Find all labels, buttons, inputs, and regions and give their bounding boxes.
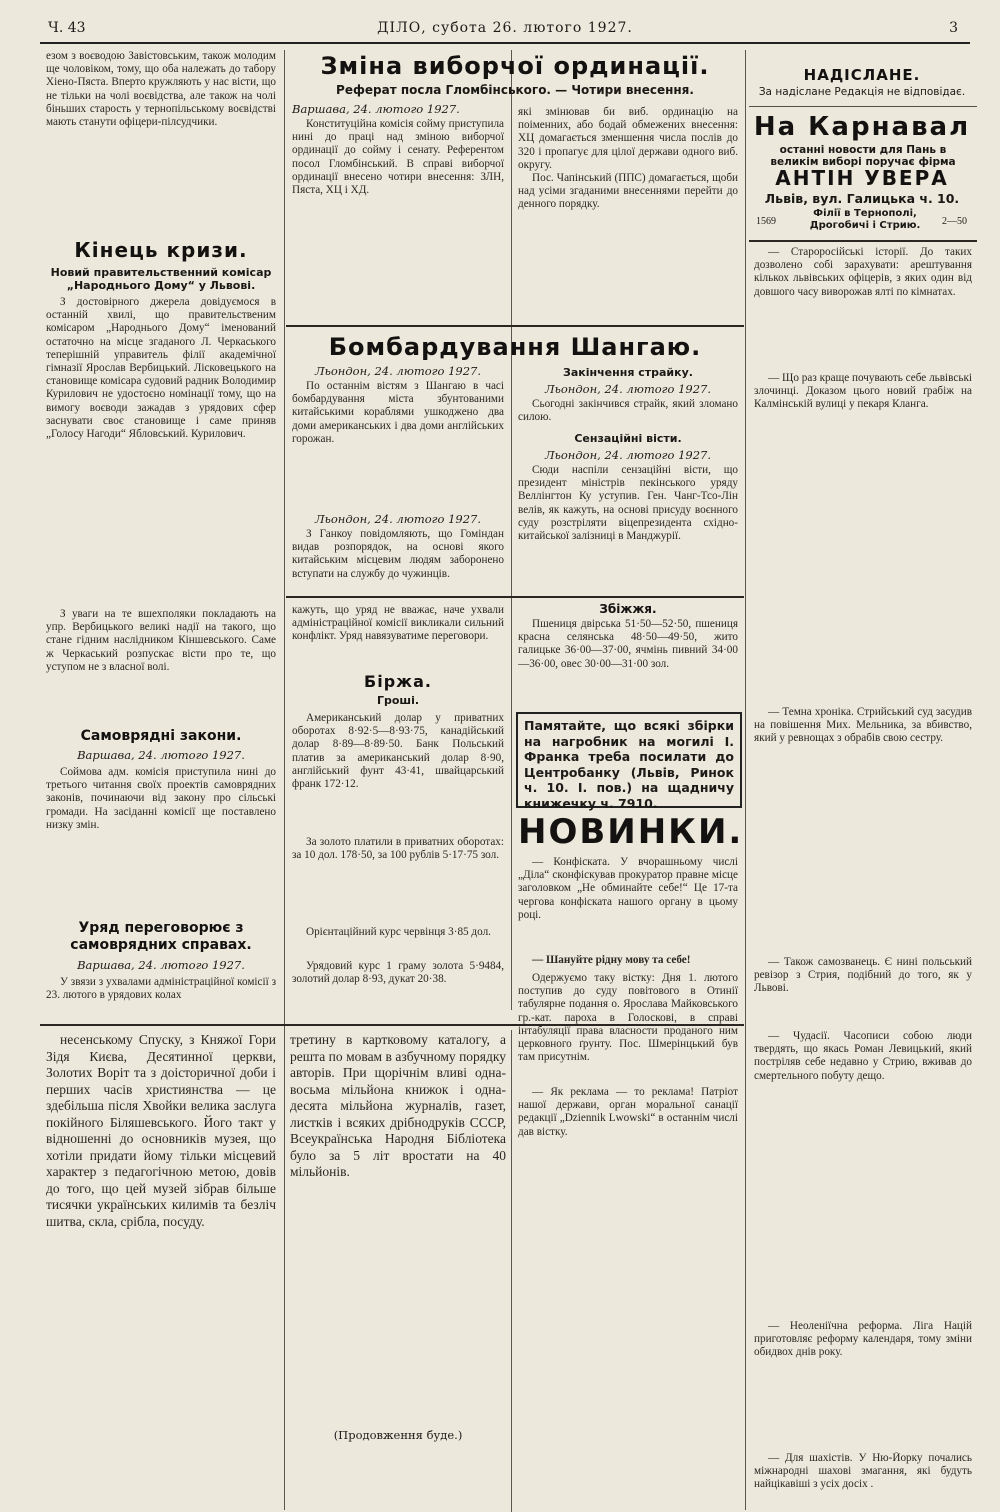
dateline: Льондон, 24. лютого 1927. <box>315 364 481 378</box>
page-number: 3 <box>949 20 958 36</box>
article-text: З Ганкоу повідомляють, що Гоміндан видав розпорядок, на основі якого китайським місцевим людям заборонено вступати на службу до чужинців. <box>292 528 504 580</box>
headline-senzatsiini-visty: Сензаційні вісти. <box>574 432 682 445</box>
article-body <box>292 712 504 832</box>
subheadline: Реферат посла Гломбінського. — Чотири внесення. <box>336 83 694 97</box>
article-text: несенському Спуску, з Княжої Гори Зідя Києва, Десятинної церкви, Золотих Воріт та з доісторичної доби і перших часів християнства — це здебільша після Хвойки велика заслуга покійного Біляшевського. Його такт у відношенні до основників музея, що хотіли придати йому тільки місцевий характер з педагогічною метою, довів до того, що цей музей зібрав більше тисячки українських килимів та безліч шитва, скла, срібла, посуду. <box>46 1032 276 1229</box>
article-text: З достовірного джерела довідуємося в останній хвилі, що правительственим комісаром „Народнього Дому“ іменований остаточно на місце згаданого Л. Черкаського теперішній управитель філії академічної гімназії Ярослав Вербицький. Лісковецького на становище комісара судовий радник Володимир Курилович не удостоєно номінації тому, що на вимогу воєводи зажадав з урядових сфер заснувати своє становище і саме приняв „Голосу Нагоди“ Ябловський. Курилович. <box>46 296 276 441</box>
column-rule <box>745 50 746 1510</box>
headline-zmina-vyborchoi-ordynatsii: Зміна виборчої ординації. <box>320 52 710 80</box>
section-rule <box>286 596 744 598</box>
article-body <box>754 706 972 954</box>
ad-address: Львів, вул. Галицька ч. 10. <box>764 191 960 206</box>
article-text: Одержуємо таку вістку: Дня 1. лютого поступив до суду повітового в Отинії табулярне подання о. Ярослава Майковського гр.-кат. пароха в Голосковi, в справі інтабуляції права власности проданого ним церковного ґрунту. Пос. Шмерінцький був там присутнім. <box>518 972 738 1064</box>
article-text: езом з воєводою Завістовським, також молодим ще чоловіком, тому, що оба належать до табору Хіено-Пяста. Вперто кружляють у нас вісти, що не тільки на чолі воєвідства, але також на чолі біньших старость у тернопільському воєвідстві мають станути офіцери-пілсудчики. <box>46 50 276 129</box>
article-text: — Як реклама — то реклама! Патріот нашої держави, орган моральної санації редакції „Dziennik Lwowski“ в останнім числі дав вістку. <box>518 1086 738 1138</box>
article-text: За золото платили в приватних оборотах: за 10 дол. 178·50, за 100 рублів 5·17·75 зол. <box>292 836 504 862</box>
article-text: Сьогодні закінчився страйк, який зломано силою. <box>518 398 738 424</box>
library-article-continued <box>290 1032 506 1422</box>
to-be-continued: (Продовження буде.) <box>333 1428 463 1442</box>
ad-branches: Філії в Тернополі, Дрогобичі і Стрию. <box>809 208 921 231</box>
article-text: Сюди наспіли сензаційні вісти, що президент міністрів пекінського уряду Веллінгтон Ку уступив. Ген. Чанг-Тсо-Лін велів, як кажуть, на основі присуду воєнного суду розстріляти віцепрезидента східно-китайської залізниці в Манджурії. <box>518 464 738 543</box>
article-text: З уваги на те вшехполяки покладають на упр. Вербицького великі надії на такого, що стане гідним наслідником Кіншевського. Саме ж Черкаський розпускає вісти про те, що уступом не з власної волі. <box>46 608 276 673</box>
headline-birzha: Біржа. <box>364 672 432 691</box>
headline-nadislane: НАДІСЛАНЕ. <box>803 66 921 84</box>
dateline: Льондон, 24. лютого 1927. <box>545 448 711 462</box>
article-body <box>754 246 972 368</box>
article-body <box>292 118 504 320</box>
headline-uriad-perehovoriuie: Уряд переговорює з самоврядних справах. <box>70 920 252 953</box>
article-text: — Для шахістів. У Ню-Йорку почались міжнародні шахові змагання, які будуть найцікавіші з усіх досіх . <box>754 1452 972 1491</box>
article-body <box>46 766 276 908</box>
franko-notice-box <box>516 712 742 811</box>
nadislane-disclaimer: За надіслане Редакція не відповідає. <box>758 86 966 98</box>
section-rule <box>286 325 744 327</box>
article-body <box>292 960 504 1018</box>
article-body <box>292 380 504 508</box>
article-body <box>46 976 276 1020</box>
article-text: Американський долар у приватних оборотах 8·92·5—8·93·75, канадійський долар 8·89—8·89·50. Банк Польський платив за американський долар 8·90, англійський фунт 43·41, швайцарський франк 172·12. <box>292 712 504 791</box>
article-body <box>518 1086 738 1502</box>
article-text: — Темна хроніка. Стрийський суд засудив на повішення Мих. Мельника, за вбивство, який у ревнощах з обрабів свою сестру. <box>754 706 972 745</box>
headline-kinets-kryzy: Кінець кризи. <box>74 238 248 262</box>
ad-firm-name: АНТІН УВЕРА <box>775 166 949 190</box>
article-body <box>292 836 504 922</box>
masthead <box>40 18 970 44</box>
article-text: По останнім вістям з Шангаю в часі бомбардування міста збунтованими китайськими кораблями ушкоджено два доми американських і два доми англійських горожан. <box>292 380 504 445</box>
masthead-title: ДІЛО, субота 26. лютого 1927. <box>377 20 633 36</box>
subheadline: Гроші. <box>376 694 420 707</box>
article-text: — Неоленіїчна реформа. Ліга Націй приготовляє реформу календаря, тому зміни обидвох днів року. <box>754 1320 972 1359</box>
article-body <box>518 106 738 320</box>
article-text: Орієнтаційний курс червінця 3·85 дол. <box>306 926 491 938</box>
dateline: Льондон, 24. лютого 1927. <box>315 512 481 526</box>
ad-text: останні новости для Пань в великім виборі поручає фірма <box>770 144 956 168</box>
article-body <box>754 956 972 1026</box>
article-body <box>754 1030 972 1316</box>
dateline: Льондон, 24. лютого 1927. <box>545 382 711 396</box>
article-body <box>754 372 972 704</box>
article-text: Пшениця двірська 51·50—52·50, пшениця красна селянська 48·50—49·50, жито галицьке 36·00—37·00, ячмінь пивний 34·00—36·00, овес 30·00—31·00 зол. <box>518 618 738 670</box>
subheadline: Новий правительственний комісар „Народнього Дому“ у Львові. <box>50 266 272 292</box>
article-body <box>518 972 738 1082</box>
article-body <box>292 604 504 662</box>
article-text: У звязи з ухвалами адміністраційної комісії з 23. лютого в урядових колах <box>46 976 276 1002</box>
column-rule <box>284 50 285 1510</box>
article-body <box>292 926 504 956</box>
headline-zbizhzhia: Збіжжя. <box>599 602 657 616</box>
article-text: Урядовий курс 1 граму золота 5·9484, золотий долар 8·93, дукат 20·38. <box>292 960 504 986</box>
section-rule <box>749 240 977 242</box>
ad-code: 1569 <box>756 216 776 227</box>
ad-title: На Карнавал <box>753 112 971 142</box>
article-text: — Чудасії. Часописи собою люди твердять, що якась Роман Левицький, який постріляв себе недавно у Стрию, вживав до смертельного побуту дещо. <box>754 1030 972 1082</box>
franko-notice-text: Памятайте, що всякі збірки на нагробник на могилі І. Франка треба посилати до Центробанку (Львів, Ринок ч. 10. І. пов.) на щадничу книжечку ч. 7910. <box>524 718 734 811</box>
article-body <box>518 954 738 970</box>
dateline: Варшава, 24. лютого 1927. <box>77 958 245 972</box>
article-text: кажуть, що уряд не вважає, наче ухвали адміністраційної комісії викликали сильний конфлікт. Уряд навязуватиме переговори. <box>292 604 504 643</box>
column-rule <box>511 50 512 1010</box>
headline-zakinchennia-straiku: Закінчення страйку. <box>563 366 693 379</box>
article-body <box>518 856 738 952</box>
article-text: Конституційна комісія сойму приступила нині до праці над зміною виборчої ординації до сойму і сенату. Референтом посол Гломбінський. В справі виборчої ординації внесено чотири внесення: ЗЛН, Пяста, ХЦ і ХД. <box>292 118 504 197</box>
article-text: які змінював би виб. ординацію на поіменних, або бодай обмежених внесення: ХЦ домагається зменшення числа послів до 320 і пропагує для цілої держави одного виб. округу. <box>518 106 738 171</box>
column-1-intro <box>46 50 276 240</box>
headline-bombarduvannia-shanhaiu: Бомбардування Шангаю. <box>328 333 702 361</box>
article-body <box>754 1452 972 1508</box>
article-text: третину в картковому каталогу, а решта по мовам в азбучному порядку авторів. При щорічнім вливі одна-восьма мільйона книжок і одна-десята мільйона журналів, газет, листків і всяких дрібнодруків СССР, Всеукраїнська Народня Бібліотека було за 5 літ вростати на 40 мільйонів. <box>290 1032 506 1179</box>
headline-samovriadni-zakony: Самоврядні закони. <box>80 728 242 744</box>
article-text: — Шануйте рідну мову та себе! <box>532 954 691 966</box>
museum-article-continued <box>46 1032 276 1502</box>
article-text: — Староросійські історії. До таких дозволено собі зарахувати: арештування кількох львівських офіцерів, з яких один від довшого часу виворожав ялті по кімнатах. <box>754 246 972 298</box>
article-text: — Також самозванець. Є нині польський ревізор з Стрия, подібний до того, як у Львові. <box>754 956 972 995</box>
article-text: — Конфіската. У вчорашньому числі „Діла“ сконфіскував прокуратор правне місце заголовком „Не обминайте себе!“ Це 17-та чергова конфіската нашого органу в цьому році. <box>518 856 738 921</box>
issue-number: Ч. 43 <box>48 20 86 36</box>
dateline: Варшава, 24. лютого 1927. <box>77 748 245 762</box>
column-rule <box>511 1030 512 1512</box>
article-text: Соймова адм. комісія приступила нині до третього читання своїх проектів самоврядних законів, починаючи від закону про сільські громади. На засіданні комісії ще поставлено низку змін. <box>46 766 276 831</box>
article-body <box>754 1320 972 1450</box>
article-body <box>518 618 738 704</box>
article-body <box>518 398 738 428</box>
article-text: Пос. Чапінський (ППС) домагається, щоби над усіми згаданими внесеннями перейти до денного порядку. <box>518 172 738 211</box>
article-body <box>292 528 504 592</box>
article-body <box>46 608 276 718</box>
dateline: Варшава, 24. лютого 1927. <box>292 102 460 116</box>
headline-novynky: НОВИНКИ. <box>518 812 744 852</box>
article-body <box>46 296 276 606</box>
article-text: — Що раз краще почувають себе львівські злочинці. Доказом цього новий ґрабіж на Калмінській вулиці у пекаря Кланга. <box>754 372 972 411</box>
section-rule <box>749 106 977 107</box>
ad-number: 2—50 <box>942 216 967 227</box>
article-body <box>518 464 738 588</box>
